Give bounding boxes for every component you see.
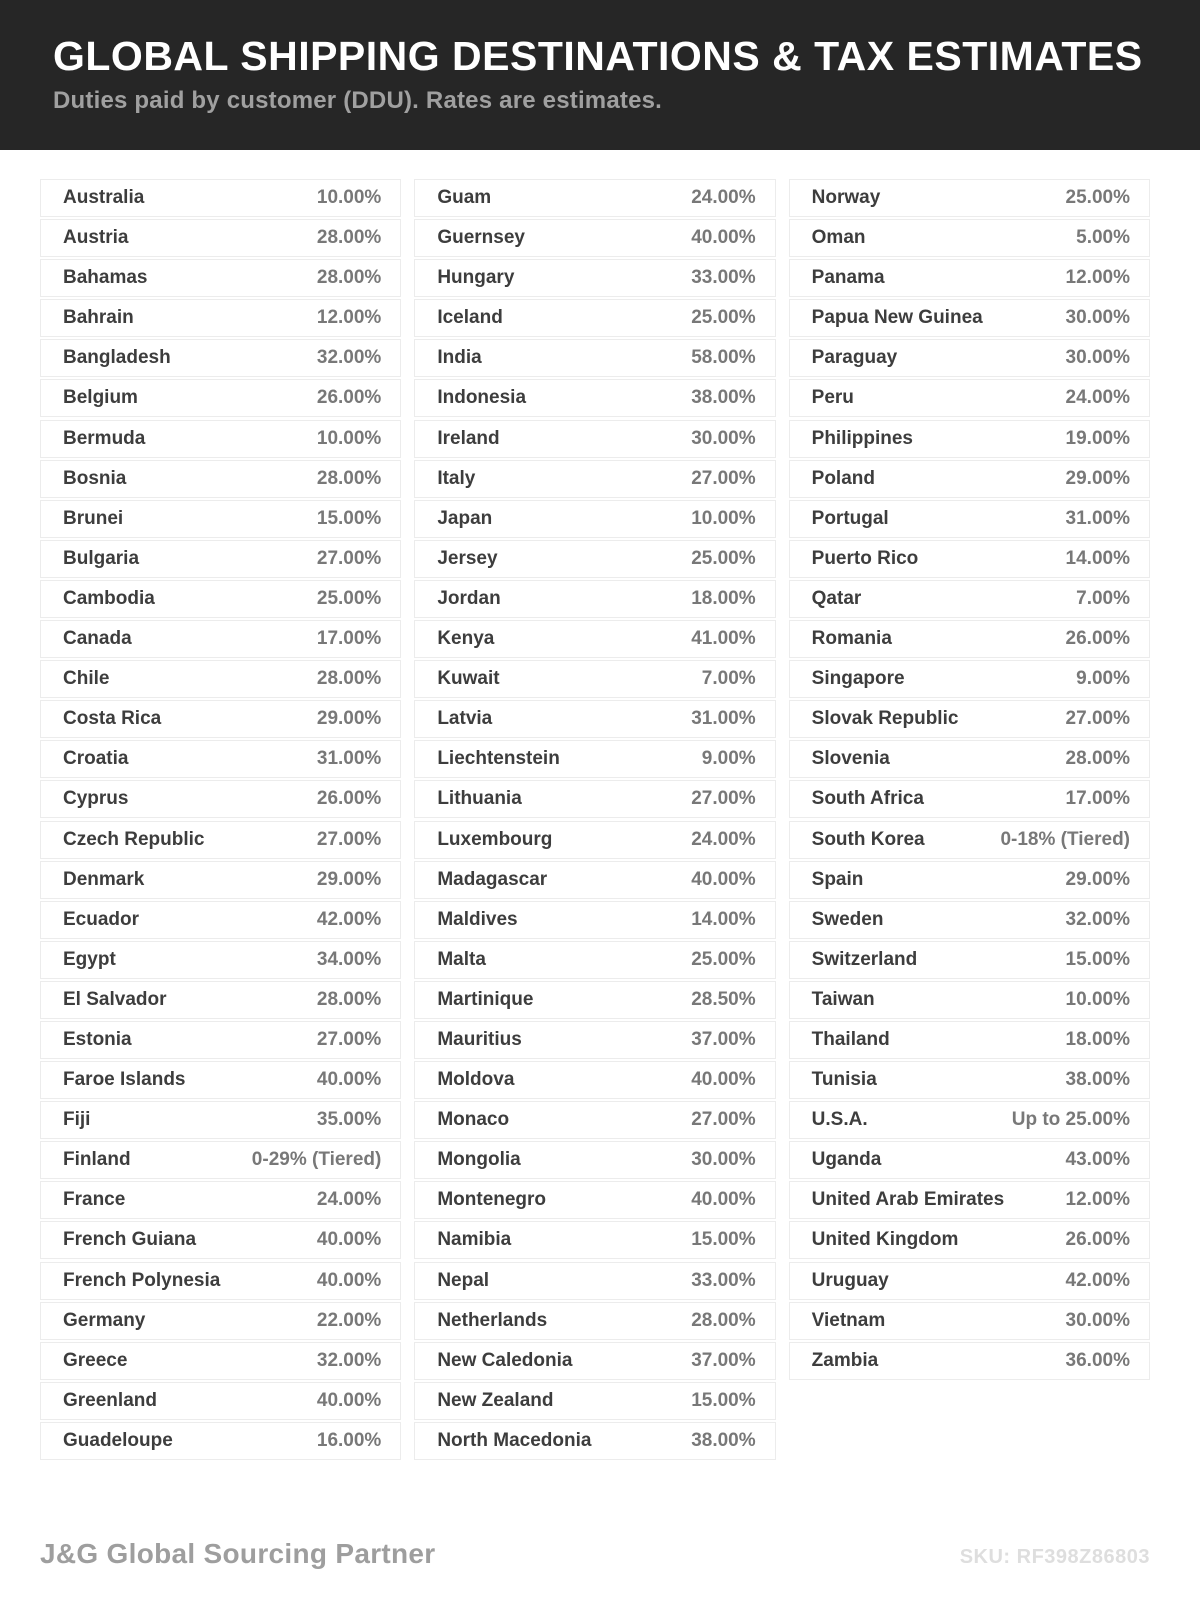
country-label: Ireland bbox=[437, 427, 500, 449]
country-label: Thailand bbox=[811, 1028, 890, 1050]
tax-rate-value: 10.00% bbox=[691, 507, 756, 529]
tax-rate-value: 32.00% bbox=[1065, 908, 1130, 930]
country-label: Poland bbox=[811, 467, 875, 489]
table-row bbox=[414, 620, 775, 658]
table-row bbox=[789, 1302, 1150, 1340]
table-row bbox=[40, 740, 401, 778]
tax-rate-value: 15.00% bbox=[691, 1389, 756, 1411]
table-row bbox=[414, 1262, 775, 1300]
tax-rate-value: 25.00% bbox=[691, 307, 756, 329]
tax-rate-value: 30.00% bbox=[1065, 1309, 1130, 1331]
table-row bbox=[789, 339, 1150, 377]
table-row bbox=[40, 219, 401, 257]
brand-name: J&G Global Sourcing Partner bbox=[40, 1538, 436, 1569]
table-row bbox=[414, 740, 775, 778]
table-row bbox=[789, 1061, 1150, 1099]
tax-rate-value: 27.00% bbox=[316, 1028, 382, 1050]
country-label: Nepal bbox=[437, 1269, 490, 1291]
tax-rate-value: 27.00% bbox=[691, 467, 756, 489]
tax-rate-value: 28.00% bbox=[691, 1309, 756, 1331]
country-label: Luxembourg bbox=[437, 828, 553, 850]
country-label: Mongolia bbox=[437, 1149, 521, 1171]
page-subtitle: Duties paid by customer (DDU). Rates are estimates. bbox=[53, 87, 663, 115]
tax-rate-value: 10.00% bbox=[1065, 988, 1130, 1010]
country-label: Slovak Republic bbox=[811, 708, 959, 730]
country-label: Panama bbox=[811, 267, 885, 289]
table-row bbox=[789, 1101, 1150, 1139]
tax-rate-value: 18.00% bbox=[691, 587, 756, 609]
tax-rate-value: 31.00% bbox=[316, 748, 382, 770]
tax-rate-value: 22.00% bbox=[316, 1309, 382, 1331]
table-row bbox=[789, 259, 1150, 297]
table-row bbox=[40, 1101, 401, 1139]
tax-rate-value: Up to 25.00% bbox=[1011, 1109, 1130, 1131]
table-row bbox=[40, 780, 401, 818]
tax-rate-value: 32.00% bbox=[316, 347, 382, 369]
country-label: Peru bbox=[811, 387, 854, 409]
tax-rate-value: 41.00% bbox=[691, 628, 756, 650]
table-column-2 bbox=[414, 179, 775, 1460]
tax-rate-value: 24.00% bbox=[1065, 387, 1130, 409]
tax-rate-value: 40.00% bbox=[316, 1229, 382, 1251]
tax-rate-value: 26.00% bbox=[1065, 1229, 1130, 1251]
table-row bbox=[414, 379, 775, 417]
country-label: Cyprus bbox=[63, 788, 129, 810]
table-row bbox=[40, 901, 401, 939]
country-label: Tunisia bbox=[811, 1069, 877, 1091]
table-row bbox=[789, 660, 1150, 698]
table-row bbox=[789, 1021, 1150, 1059]
country-label: Greece bbox=[63, 1349, 128, 1371]
country-label: Uruguay bbox=[811, 1269, 889, 1291]
country-label: Uganda bbox=[811, 1149, 882, 1171]
country-label: Brunei bbox=[63, 507, 124, 529]
table-column-1 bbox=[40, 179, 401, 1460]
tax-rate-value: 17.00% bbox=[316, 628, 382, 650]
table-row bbox=[414, 1302, 775, 1340]
table-row bbox=[789, 700, 1150, 738]
country-label: Indonesia bbox=[437, 387, 527, 409]
tax-rate-value: 35.00% bbox=[316, 1109, 382, 1131]
table-row bbox=[414, 219, 775, 257]
country-label: Latvia bbox=[437, 708, 493, 730]
tax-rate-value: 38.00% bbox=[1065, 1069, 1130, 1091]
table-row bbox=[789, 941, 1150, 979]
tax-rate-value: 14.00% bbox=[1065, 547, 1130, 569]
country-label: Taiwan bbox=[811, 988, 875, 1010]
tax-rate-value: 27.00% bbox=[316, 828, 382, 850]
country-label: Malta bbox=[437, 948, 486, 970]
country-label: Ecuador bbox=[63, 908, 140, 930]
country-label: Namibia bbox=[437, 1229, 512, 1251]
country-label: Kuwait bbox=[437, 668, 500, 690]
table-row bbox=[789, 1181, 1150, 1219]
country-label: Japan bbox=[437, 507, 493, 529]
country-label: South Africa bbox=[811, 788, 924, 810]
country-label: Jordan bbox=[437, 587, 501, 609]
tax-rate-value: 16.00% bbox=[316, 1429, 382, 1451]
tax-rate-value: 15.00% bbox=[691, 1229, 756, 1251]
country-label: Denmark bbox=[63, 868, 145, 890]
table-row bbox=[414, 660, 775, 698]
table-row bbox=[40, 1342, 401, 1380]
country-label: United Arab Emirates bbox=[811, 1189, 1005, 1211]
table-row bbox=[40, 460, 401, 498]
country-label: Bahamas bbox=[63, 267, 148, 289]
tax-rate-value: 27.00% bbox=[691, 788, 756, 810]
tax-rate-value: 15.00% bbox=[316, 507, 382, 529]
table-row bbox=[414, 1061, 775, 1099]
table-row bbox=[40, 941, 401, 979]
country-label: Faroe Islands bbox=[63, 1069, 186, 1091]
table-row bbox=[414, 941, 775, 979]
tax-rate-value: 24.00% bbox=[316, 1189, 382, 1211]
tax-rate-value: 17.00% bbox=[1065, 788, 1130, 810]
country-label: Singapore bbox=[811, 668, 905, 690]
tax-rate-value: 18.00% bbox=[1065, 1028, 1130, 1050]
country-label: Kenya bbox=[437, 628, 495, 650]
tax-rate-value: 38.00% bbox=[691, 1429, 756, 1451]
tax-rate-value: 40.00% bbox=[691, 227, 756, 249]
tax-rate-value: 42.00% bbox=[316, 908, 382, 930]
tax-rate-value: 24.00% bbox=[691, 828, 756, 850]
country-label: Germany bbox=[63, 1309, 146, 1331]
tax-rate-value: 12.00% bbox=[1065, 1189, 1130, 1211]
table-row bbox=[40, 379, 401, 417]
tax-rate-value: 27.00% bbox=[316, 547, 382, 569]
table-row bbox=[40, 821, 401, 859]
country-label: Iceland bbox=[437, 307, 503, 329]
tax-rate-value: 10.00% bbox=[316, 427, 382, 449]
table-row bbox=[789, 821, 1150, 859]
country-label: Guadeloupe bbox=[63, 1429, 173, 1451]
table-row bbox=[414, 780, 775, 818]
tax-rate-value: 12.00% bbox=[1065, 267, 1130, 289]
country-label: Bangladesh bbox=[63, 347, 171, 369]
tax-rate-value: 40.00% bbox=[316, 1269, 382, 1291]
table-row bbox=[414, 1422, 775, 1460]
country-label: New Caledonia bbox=[437, 1349, 573, 1371]
table-row bbox=[414, 981, 775, 1019]
table-row bbox=[414, 821, 775, 859]
country-label: Portugal bbox=[811, 507, 889, 529]
country-label: Fiji bbox=[63, 1109, 91, 1131]
table-row bbox=[40, 1262, 401, 1300]
tax-rate-value: 28.00% bbox=[316, 668, 382, 690]
country-label: Liechtenstein bbox=[437, 748, 560, 770]
tax-rate-value: 28.00% bbox=[316, 988, 382, 1010]
country-label: Costa Rica bbox=[63, 708, 162, 730]
table-row bbox=[414, 700, 775, 738]
tax-rate-value: 40.00% bbox=[691, 1069, 756, 1091]
country-label: Guam bbox=[437, 187, 492, 208]
country-label: Bosnia bbox=[63, 467, 127, 489]
table-row bbox=[789, 379, 1150, 417]
tax-rate-value: 28.00% bbox=[1065, 748, 1130, 770]
tax-rate-value: 9.00% bbox=[701, 748, 756, 770]
tax-rate-value: 12.00% bbox=[316, 307, 382, 329]
tax-rate-value: 29.00% bbox=[316, 868, 382, 890]
country-label: Maldives bbox=[437, 908, 518, 930]
tax-rate-value: 28.00% bbox=[316, 227, 382, 249]
tax-rate-value: 40.00% bbox=[691, 868, 756, 890]
tax-rate-value: 0-29% (Tiered) bbox=[251, 1149, 382, 1171]
table-row bbox=[414, 460, 775, 498]
country-label: Qatar bbox=[811, 587, 862, 609]
country-label: Puerto Rico bbox=[811, 547, 919, 569]
table-row bbox=[789, 540, 1150, 578]
table-row bbox=[40, 580, 401, 618]
table-row bbox=[789, 861, 1150, 899]
table-row bbox=[789, 179, 1150, 217]
tax-rate-value: 25.00% bbox=[691, 547, 756, 569]
table-row bbox=[789, 580, 1150, 618]
tax-rate-value: 27.00% bbox=[1065, 708, 1130, 730]
table-row bbox=[40, 1181, 401, 1219]
tax-rate-value: 26.00% bbox=[316, 788, 382, 810]
country-label: Monaco bbox=[437, 1109, 510, 1131]
country-label: Italy bbox=[437, 467, 476, 489]
table-row bbox=[789, 1141, 1150, 1179]
table-row bbox=[40, 1382, 401, 1420]
tax-rate-value: 5.00% bbox=[1076, 227, 1130, 249]
tax-rate-value: 29.00% bbox=[316, 708, 382, 730]
country-label: Romania bbox=[811, 628, 892, 650]
country-label: North Macedonia bbox=[437, 1429, 592, 1451]
country-label: Philippines bbox=[811, 427, 914, 449]
tax-rate-value: 30.00% bbox=[691, 427, 756, 449]
table-row bbox=[789, 780, 1150, 818]
tax-rate-value: 28.50% bbox=[691, 988, 756, 1010]
country-label: Martinique bbox=[437, 988, 534, 1010]
tax-rate-value: 25.00% bbox=[1065, 187, 1130, 208]
table-row bbox=[789, 299, 1150, 337]
tax-rate-value: 29.00% bbox=[1065, 868, 1130, 890]
table-row bbox=[414, 580, 775, 618]
table-row bbox=[789, 1342, 1150, 1380]
table-row bbox=[40, 179, 401, 217]
page-footer bbox=[40, 1538, 1150, 1570]
tax-rate-value: 7.00% bbox=[1076, 587, 1130, 609]
country-label: Guernsey bbox=[437, 227, 525, 249]
tax-rate-value: 15.00% bbox=[1065, 948, 1130, 970]
country-label: Australia bbox=[63, 187, 145, 208]
table-column-3 bbox=[789, 179, 1150, 1380]
tax-rate-value: 25.00% bbox=[691, 948, 756, 970]
table-row bbox=[40, 1422, 401, 1460]
country-label: Czech Republic bbox=[63, 828, 205, 850]
country-label: Sweden bbox=[811, 908, 884, 930]
tax-rate-value: 43.00% bbox=[1065, 1149, 1130, 1171]
tax-rate-value: 31.00% bbox=[691, 708, 756, 730]
table-row bbox=[40, 861, 401, 899]
tax-rate-value: 9.00% bbox=[1076, 668, 1130, 690]
table-row bbox=[40, 540, 401, 578]
tax-rate-value: 7.00% bbox=[701, 668, 756, 690]
country-label: Norway bbox=[811, 187, 881, 208]
tax-rate-value: 32.00% bbox=[316, 1349, 382, 1371]
table-row bbox=[789, 219, 1150, 257]
table-row bbox=[40, 700, 401, 738]
table-row bbox=[414, 1141, 775, 1179]
country-label: Spain bbox=[811, 868, 864, 890]
tax-rate-value: 19.00% bbox=[1065, 427, 1130, 449]
table-row bbox=[789, 1221, 1150, 1259]
tax-rate-table bbox=[40, 179, 1150, 1460]
country-label: Austria bbox=[63, 227, 129, 249]
tax-rate-value: 33.00% bbox=[691, 267, 756, 289]
tax-rate-value: 36.00% bbox=[1065, 1349, 1130, 1371]
tax-rate-value: 40.00% bbox=[316, 1389, 382, 1411]
table-row bbox=[789, 460, 1150, 498]
country-label: New Zealand bbox=[437, 1389, 554, 1411]
table-row bbox=[789, 901, 1150, 939]
table-row bbox=[414, 339, 775, 377]
table-row bbox=[40, 660, 401, 698]
tax-rate-value: 24.00% bbox=[691, 187, 756, 208]
page-header bbox=[0, 0, 1200, 150]
country-label: Switzerland bbox=[811, 948, 918, 970]
country-label: Estonia bbox=[63, 1028, 132, 1050]
table-row bbox=[40, 1061, 401, 1099]
table-row bbox=[414, 1101, 775, 1139]
country-label: Mauritius bbox=[437, 1028, 522, 1050]
table-row bbox=[414, 1342, 775, 1380]
table-row bbox=[414, 861, 775, 899]
country-label: Jersey bbox=[437, 547, 498, 569]
table-row bbox=[40, 1221, 401, 1259]
table-row bbox=[414, 1382, 775, 1420]
table-row bbox=[414, 179, 775, 217]
table-row bbox=[789, 420, 1150, 458]
tax-rate-value: 26.00% bbox=[316, 387, 382, 409]
table-row bbox=[40, 420, 401, 458]
table-row bbox=[414, 901, 775, 939]
tax-rate-value: 33.00% bbox=[691, 1269, 756, 1291]
tax-rate-value: 37.00% bbox=[691, 1349, 756, 1371]
table-row bbox=[40, 1141, 401, 1179]
country-label: Vietnam bbox=[811, 1309, 886, 1331]
table-row bbox=[414, 1021, 775, 1059]
table-row bbox=[40, 339, 401, 377]
country-label: Moldova bbox=[437, 1069, 515, 1091]
table-row bbox=[414, 500, 775, 538]
country-label: Egypt bbox=[63, 948, 116, 970]
tax-rate-value: 28.00% bbox=[316, 467, 382, 489]
country-label: Belgium bbox=[63, 387, 138, 409]
table-row bbox=[789, 1262, 1150, 1300]
country-label: Lithuania bbox=[437, 788, 522, 810]
country-label: Canada bbox=[63, 628, 132, 650]
country-label: Finland bbox=[63, 1149, 131, 1171]
tax-rate-value: 14.00% bbox=[691, 908, 756, 930]
table-row bbox=[40, 1021, 401, 1059]
tax-rate-value: 30.00% bbox=[1065, 347, 1130, 369]
tax-rate-value: 26.00% bbox=[1065, 628, 1130, 650]
country-label: Montenegro bbox=[437, 1189, 547, 1211]
tax-rate-value: 40.00% bbox=[316, 1069, 382, 1091]
country-label: Zambia bbox=[811, 1349, 879, 1371]
country-label: Slovenia bbox=[811, 748, 890, 770]
tax-rate-value: 34.00% bbox=[316, 948, 382, 970]
tax-rate-value: 0-18% (Tiered) bbox=[1000, 828, 1130, 850]
country-label: French Guiana bbox=[63, 1229, 197, 1251]
table-row bbox=[414, 259, 775, 297]
country-label: Croatia bbox=[63, 748, 129, 770]
table-row bbox=[40, 259, 401, 297]
table-row bbox=[40, 981, 401, 1019]
table-row bbox=[789, 981, 1150, 1019]
table-row bbox=[40, 1302, 401, 1340]
country-label: Cambodia bbox=[63, 587, 155, 609]
table-row bbox=[414, 540, 775, 578]
tax-rate-value: 29.00% bbox=[1065, 467, 1130, 489]
tax-rate-value: 31.00% bbox=[1065, 507, 1130, 529]
table-row bbox=[789, 740, 1150, 778]
country-label: Bulgaria bbox=[63, 547, 140, 569]
tax-rate-value: 30.00% bbox=[691, 1149, 756, 1171]
tax-rate-value: 42.00% bbox=[1065, 1269, 1130, 1291]
table-row bbox=[414, 1221, 775, 1259]
country-label: Chile bbox=[63, 668, 110, 690]
country-label: Madagascar bbox=[437, 868, 548, 890]
country-label: Bahrain bbox=[63, 307, 134, 329]
tax-rate-value: 30.00% bbox=[1065, 307, 1130, 329]
table-row bbox=[40, 299, 401, 337]
country-label: Bermuda bbox=[63, 427, 146, 449]
country-label: South Korea bbox=[811, 828, 925, 850]
tax-rate-value: 40.00% bbox=[691, 1189, 756, 1211]
tax-rate-value: 58.00% bbox=[691, 347, 756, 369]
table-row bbox=[414, 1181, 775, 1219]
tax-rate-value: 10.00% bbox=[316, 187, 382, 208]
tax-rate-value: 28.00% bbox=[316, 267, 382, 289]
country-label: Hungary bbox=[437, 267, 515, 289]
table-row bbox=[789, 500, 1150, 538]
country-label: France bbox=[63, 1189, 126, 1211]
country-label: U.S.A. bbox=[811, 1109, 868, 1131]
country-label: Oman bbox=[811, 227, 866, 249]
country-label: Paraguay bbox=[811, 347, 898, 369]
country-label: United Kingdom bbox=[811, 1229, 959, 1251]
country-label: Papua New Guinea bbox=[811, 307, 983, 329]
table-row bbox=[40, 620, 401, 658]
page-title: GLOBAL SHIPPING DESTINATIONS & TAX ESTIMATES bbox=[53, 33, 1143, 79]
tax-rate-value: 37.00% bbox=[691, 1028, 756, 1050]
table-row bbox=[414, 420, 775, 458]
country-label: Netherlands bbox=[437, 1309, 548, 1331]
country-label: French Polynesia bbox=[63, 1269, 221, 1291]
tax-rate-value: 27.00% bbox=[691, 1109, 756, 1131]
tax-rate-value: 25.00% bbox=[316, 587, 382, 609]
table-row bbox=[789, 620, 1150, 658]
sku-label: SKU: RF398Z86803 bbox=[959, 1546, 1150, 1568]
table-row bbox=[40, 500, 401, 538]
country-label: Greenland bbox=[63, 1389, 157, 1411]
country-label: El Salvador bbox=[63, 988, 167, 1010]
country-label: India bbox=[437, 347, 482, 369]
table-row bbox=[414, 299, 775, 337]
tax-rate-value: 38.00% bbox=[691, 387, 756, 409]
